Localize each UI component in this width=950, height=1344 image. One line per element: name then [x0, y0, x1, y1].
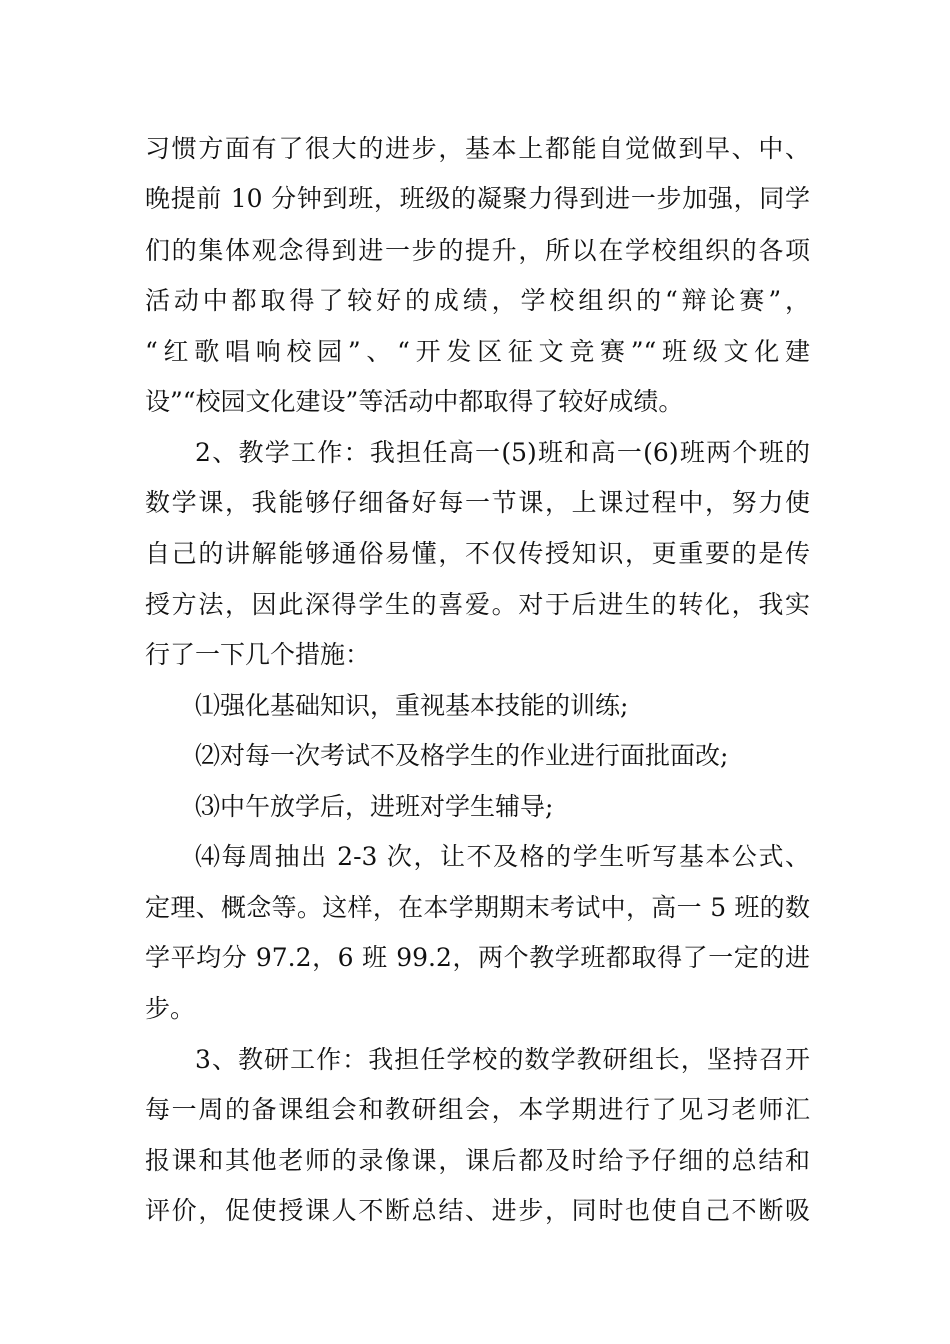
text-line: 每一周的备课组会和教研组会，本学期进行了见习老师汇: [145, 1095, 810, 1124]
list-item: ⑷每周抽出 2-3 次，让不及格的学生听写基本公式、: [195, 842, 810, 871]
list-item: ⑵对每一次考试不及格学生的作业进行面批面改;: [195, 741, 729, 770]
paragraph-first-line: 3、教研工作：我担任学校的数学教研组长，坚持召开: [195, 1045, 810, 1074]
list-item: ⑴强化基础知识，重视基本技能的训练;: [195, 691, 629, 720]
text-line: 自己的讲解能够通俗易懂，不仅传授知识，更重要的是传: [145, 539, 810, 568]
text-line: 报课和其他老师的录像课，课后都及时给予仔细的总结和: [145, 1146, 810, 1175]
text-line: 学平均分 97.2，6 班 99.2，两个教学班都取得了一定的进: [145, 943, 810, 972]
text-line: “红歌唱响校园”、“开发区征文竞赛”“班级文化建: [145, 337, 810, 366]
text-line: 步。: [145, 994, 196, 1023]
text-line: 习惯方面有了很大的进步，基本上都能自觉做到早、中、: [145, 134, 810, 163]
text-line: 活动中都取得了较好的成绩，学校组织的“辩论赛”，: [145, 286, 810, 315]
text-line: 行了一下几个措施：: [145, 640, 371, 669]
text-line: 们的集体观念得到进一步的提升，所以在学校组织的各项: [145, 236, 810, 265]
text-line: 数学课，我能够仔细备好每一节课，上课过程中，努力使: [145, 488, 810, 517]
text-line: 评价，促使授课人不断总结、进步，同时也使自己不断吸: [145, 1196, 810, 1225]
text-line: 设”“校园文化建设”等活动中都取得了较好成绩。: [145, 387, 684, 416]
text-line: 晚提前 10 分钟到班，班级的凝聚力得到进一步加强，同学: [145, 184, 810, 213]
paragraph-first-line: 2、教学工作：我担任高一(5)班和高一(6)班两个班的: [195, 438, 810, 467]
text-line: 授方法，因此深得学生的喜爱。对于后进生的转化，我实: [145, 590, 810, 619]
list-item: ⑶中午放学后，进班对学生辅导;: [195, 792, 554, 821]
text-line: 定理、概念等。这样，在本学期期末考试中，高一 5 班的数: [145, 893, 810, 922]
